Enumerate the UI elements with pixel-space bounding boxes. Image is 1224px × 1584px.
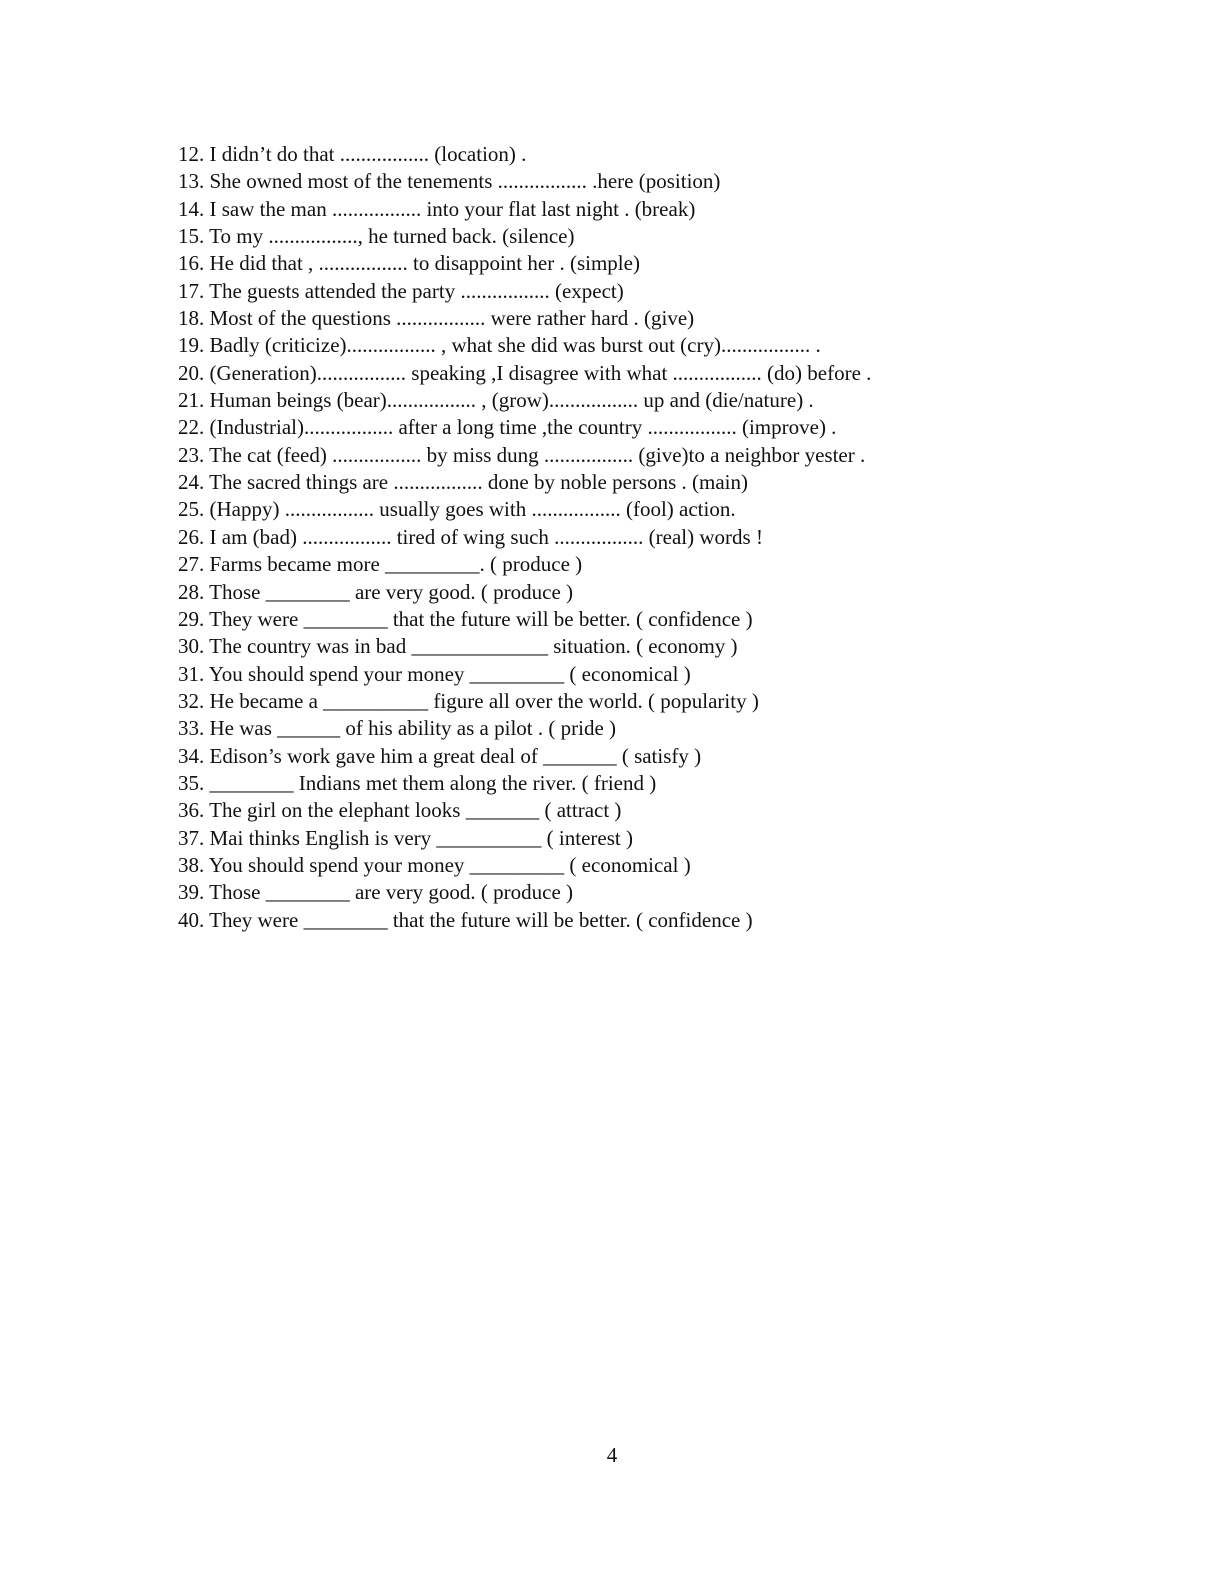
- exercise-item: 26. I am (bad) ................. tired of wing such ................. (real) words !: [178, 524, 763, 549]
- exercise-item: 30. The country was in bad _____________ situation. ( economy ): [178, 634, 738, 659]
- exercise-item: 25. (Happy) ................. usually goes with ................. (fool) action.: [178, 497, 736, 522]
- exercise-item: 37. Mai thinks English is very __________ ( interest ): [178, 825, 633, 850]
- exercise-item: 13. She owned most of the tenements ................. .here (position): [178, 169, 721, 194]
- exercise-item: 24. The sacred things are ................. done by noble persons . (main): [178, 470, 748, 495]
- page-number: 4: [606, 1443, 618, 1467]
- exercise-item: 28. Those ________ are very good. ( produce ): [178, 579, 574, 604]
- exercise-item: 35. ________ Indians met them along the river. ( friend ): [178, 770, 657, 795]
- exercise-item: 27. Farms became more _________. ( produce ): [178, 552, 583, 577]
- exercise-item: 40. They were ________ that the future will be better. ( confidence ): [178, 907, 753, 932]
- exercise-item: 38. You should spend your money _________ ( economical ): [178, 852, 691, 877]
- exercise-item: 33. He was ______ of his ability as a pilot . ( pride ): [178, 716, 617, 741]
- exercise-item: 16. He did that , ................. to disappoint her . (simple): [178, 251, 640, 276]
- exercise-item: 32. He became a __________ figure all over the world. ( popularity ): [178, 688, 759, 713]
- exercise-item: 23. The cat (feed) ................. by miss dung ................. (give)to a neighbor yester .: [178, 442, 866, 467]
- exercise-item: 36. The girl on the elephant looks _______ ( attract ): [178, 798, 622, 823]
- exercise-item: 15. To my ................., he turned back. (silence): [178, 224, 575, 249]
- exercise-item: 17. The guests attended the party ................. (expect): [178, 278, 624, 303]
- exercise-item: 21. Human beings (bear)................. , (grow)................. up and (die/nature) .: [178, 388, 814, 413]
- exercise-item: 31. You should spend your money _________ ( economical ): [178, 661, 691, 686]
- exercise-item: 18. Most of the questions ................. were rather hard . (give): [178, 306, 695, 331]
- exercise-item: 34. Edison’s work gave him a great deal of _______ ( satisfy ): [178, 743, 702, 768]
- exercise-item: 14. I saw the man ................. into your flat last night . (break): [178, 196, 696, 221]
- exercise-item: 20. (Generation)................. speaking ,I disagree with what ................. (do) before .: [178, 360, 872, 385]
- exercise-item: 29. They were ________ that the future will be better. ( confidence ): [178, 606, 753, 631]
- exercise-item: 12. I didn’t do that ................. (location) .: [178, 142, 527, 166]
- exercise-item: 39. Those ________ are very good. ( produce ): [178, 880, 574, 905]
- exercise-item: 19. Badly (criticize)................. , what she did was burst out (cry)................. .: [178, 333, 821, 358]
- exercise-list: [178, 141, 1078, 934]
- exercise-item: 22. (Industrial)................. after a long time ,the country ................. (improve) .: [178, 415, 837, 440]
